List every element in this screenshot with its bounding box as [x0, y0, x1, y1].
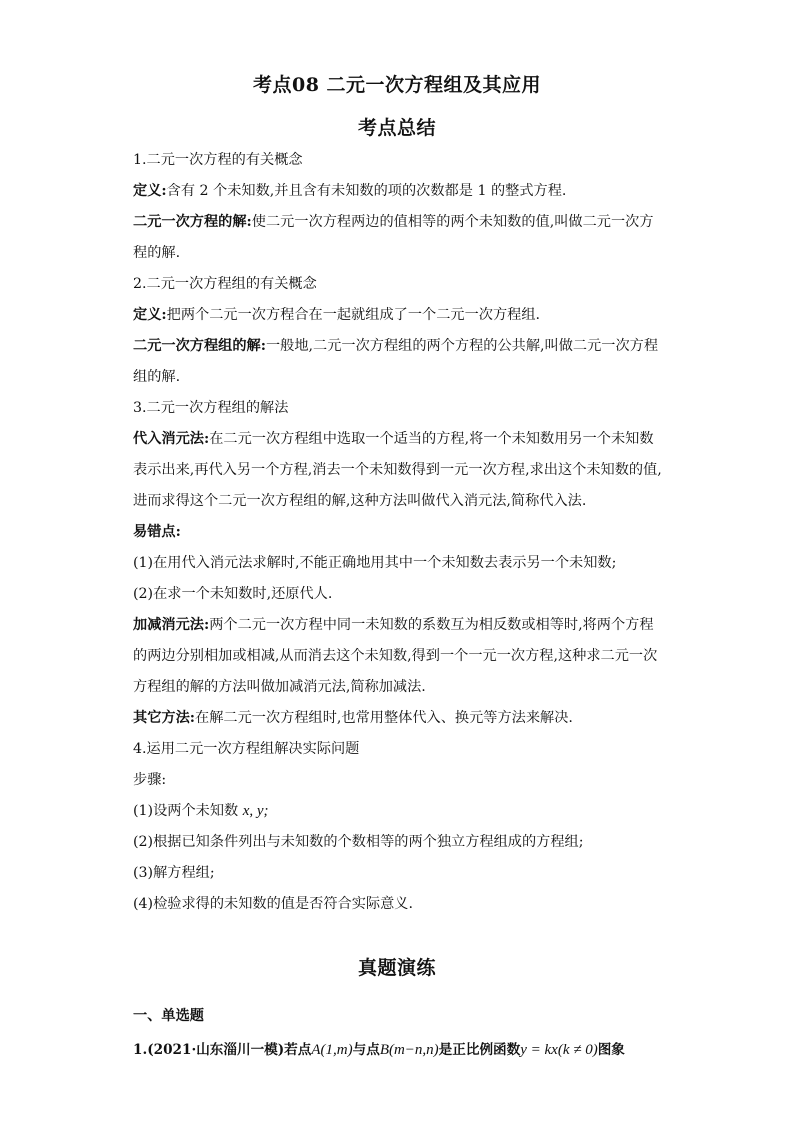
question-1-prefix: 1.(2021·山东淄川一模)若点	[133, 1042, 312, 1058]
system-solution-line-1	[133, 336, 668, 356]
question-1-line	[133, 1040, 668, 1060]
elimination-label: 加减消元法:	[133, 617, 210, 633]
question-1-mid-1: 与点	[352, 1042, 380, 1058]
other-methods-text: 在解二元一次方程组时,也常用整体代入、换元等方法来解决.	[195, 710, 573, 726]
step-1-variables: x, y;	[242, 803, 269, 819]
definition-paragraph	[133, 181, 668, 201]
solution-paragraph-line-2: 程的解.	[133, 245, 181, 261]
definition2-text: 把两个二元一次方程合在一起就组成了一个二元一次方程组.	[166, 307, 541, 323]
error-point-2: (2)在求一个未知数时,还原代人.	[133, 586, 333, 602]
substitution-label: 代入消元法:	[133, 431, 210, 447]
question-section-label: 一、单选题	[133, 1008, 204, 1024]
section-title-summary: 考点总结	[357, 117, 436, 139]
solution-label: 二元一次方程的解:	[133, 214, 252, 230]
substitution-line-1	[133, 429, 668, 449]
substitution-line-2: 表示出来,再代入另一个方程,消去一个未知数得到一元一次方程,求出这个未知数的值,	[133, 462, 662, 478]
definition2-label: 定义:	[133, 307, 167, 323]
definition-label: 定义:	[133, 183, 167, 199]
elimination-line-2: 的两边分别相加或相减,从而消去这个未知数,得到一个一元一次方程,这种求二元一次	[133, 648, 658, 664]
elimination-text: 两个二元一次方程中同一未知数的系数互为相反数或相等时,将两个方程	[209, 617, 654, 633]
section-title-practice: 真题演练	[357, 957, 436, 979]
step-3: (3)解方程组;	[133, 865, 215, 881]
step-2: (2)根据已知条件列出与未知数的个数相等的两个独立方程组成的方程组;	[133, 834, 584, 850]
substitution-text: 在二元一次方程组中选取一个适当的方程,将一个未知数用另一个未知数	[209, 431, 654, 447]
definition-text: 含有 2 个未知数,并且含有未知数的项的次数都是 1 的整式方程.	[166, 183, 567, 199]
question-1-mid-2: 是正比例函数	[438, 1042, 521, 1058]
question-1-point-a: A(1,m)	[311, 1042, 353, 1058]
steps-label: 步骤:	[133, 772, 167, 788]
question-1-function: y = kx(k ≠ 0)	[520, 1042, 598, 1058]
step-4: (4)检验求得的未知数的值是否符合实际意义.	[133, 896, 413, 912]
elimination-line-1	[133, 615, 668, 635]
other-methods-line	[133, 708, 668, 728]
document-title: 考点08 二元一次方程组及其应用	[252, 74, 542, 96]
substitution-line-3: 进而求得这个二元一次方程组的解,这种方法叫做代入消元法,简称代入法.	[133, 493, 587, 509]
question-1-point-b: B(m−n,n)	[379, 1042, 439, 1058]
step-1	[133, 801, 668, 821]
question-1-suffix: 图象	[597, 1042, 625, 1058]
heading-1: 1.二元一次方程的有关概念	[133, 152, 303, 168]
solution-paragraph-line-1	[133, 212, 668, 232]
error-points-label: 易错点:	[133, 524, 181, 540]
system-solution-line-2: 组的解.	[133, 369, 181, 385]
solution-text: 使二元一次方程两边的值相等的两个未知数的值,叫做二元一次方	[251, 214, 654, 230]
heading-2: 2.二元一次方程组的有关概念	[133, 276, 317, 292]
system-solution-label: 二元一次方程组的解:	[133, 338, 266, 354]
elimination-line-3: 方程组的解的方法叫做加减消元法,简称加减法.	[133, 679, 426, 695]
other-methods-label: 其它方法:	[133, 710, 195, 726]
step-1-text: (1)设两个未知数	[133, 803, 243, 819]
heading-3: 3.二元一次方程组的解法	[133, 400, 289, 416]
definition2-paragraph	[133, 305, 668, 325]
system-solution-text: 一般地,二元一次方程组的两个方程的公共解,叫做二元一次方程	[265, 338, 659, 354]
heading-4: 4.运用二元一次方程组解决实际问题	[133, 741, 360, 757]
error-point-1: (1)在用代入消元法求解时,不能正确地用其中一个未知数去表示另一个未知数;	[133, 555, 617, 571]
